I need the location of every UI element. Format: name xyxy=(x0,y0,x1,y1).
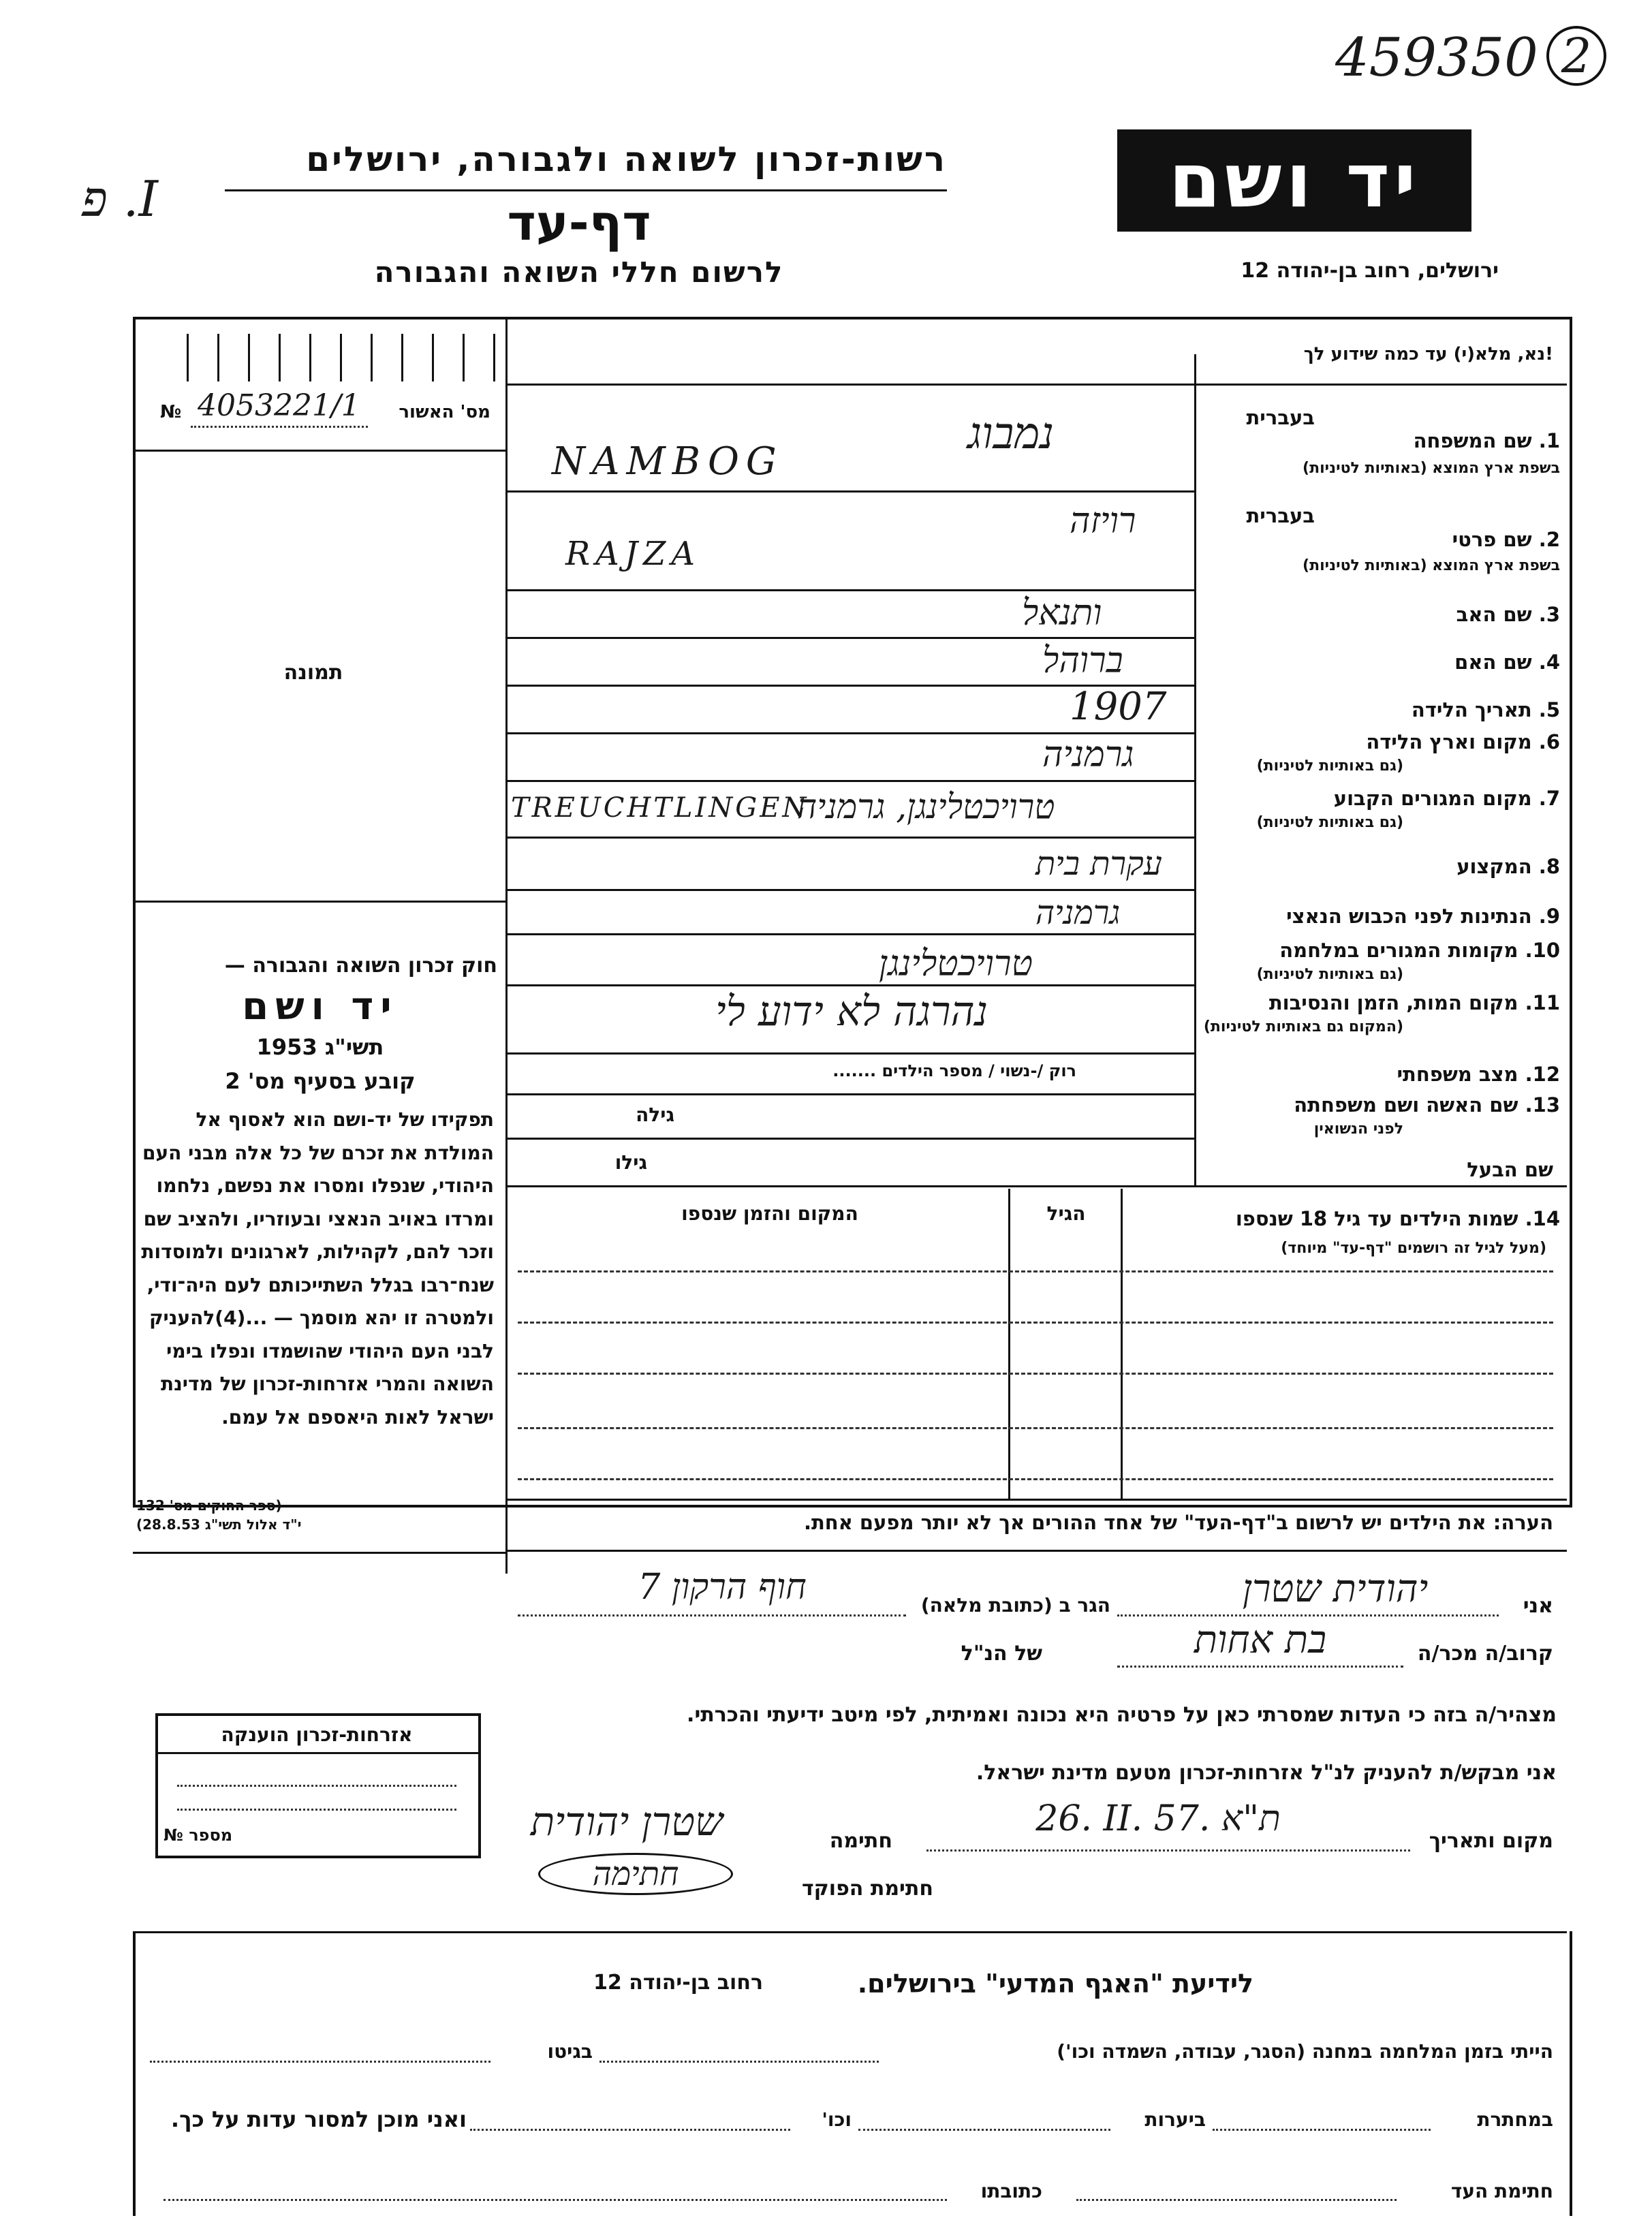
field-7-label xyxy=(1206,787,1560,810)
citizenship-box-number: מספר № xyxy=(163,1826,233,1845)
decl-declarant-line xyxy=(1117,1614,1499,1616)
row-sep-8 xyxy=(508,889,1194,891)
decl-statement: מצהיר/ה בזה כי העדות שמסרתי כאן על פרטיה היא נכונה ואמיתית, לפי מיטב ידיעתי והכרתי. xyxy=(687,1703,1557,1727)
footer-line3-blank-1 xyxy=(1076,2199,1397,2201)
note-top xyxy=(508,1499,1567,1501)
decl-request: אני מבקש/ת להעניק לנ"ל אזרחות-זכרון מטעם מדינת ישראל. xyxy=(976,1761,1557,1785)
field-7-latin-value: TREUCHTLINGEN xyxy=(511,792,809,824)
footer-line2-blank-2 xyxy=(858,2129,1110,2131)
spouse-age-label-2: גילו xyxy=(614,1151,647,1174)
decl-of-label: של הנ"ל xyxy=(961,1642,1042,1666)
field-6-value: גרמניה xyxy=(1042,734,1134,775)
approval-label: מס' האשור xyxy=(399,402,490,422)
field-2-label xyxy=(1206,528,1560,551)
field-8-value: עקרת בית xyxy=(1035,845,1162,883)
field-6-label xyxy=(1206,730,1560,753)
decl-sig-label: חתימה xyxy=(829,1829,892,1853)
children-label xyxy=(1131,1207,1560,1230)
decl-i-label: אני xyxy=(1523,1594,1553,1618)
field-2-hebrew-value: רויזה xyxy=(1070,501,1136,542)
field-13-num: 13. xyxy=(1525,1093,1560,1116)
row-sep-1 xyxy=(508,490,1194,493)
children-col-age: הגיל xyxy=(1046,1202,1086,1225)
citizenship-box-title: אזרחות-זכרון הוענקה xyxy=(221,1723,413,1746)
photo-top xyxy=(133,450,506,452)
photo-label: תמונה xyxy=(283,661,343,685)
field-7-text: מקום המגורים הקבוע xyxy=(1333,787,1532,810)
field-12-label xyxy=(1206,1063,1560,1086)
law-clause: קובע בסעיף מס' 2 xyxy=(225,1068,416,1094)
field-1-text: שם המשפחה xyxy=(1413,429,1532,452)
children-sub: (מעל לגיל זה רושמים "דף-עד" מיוחד) xyxy=(1281,1240,1546,1257)
page-marker: I. פ xyxy=(82,170,158,228)
field-13-text: שם האשה ושם משפחתה xyxy=(1294,1093,1518,1116)
field-8-text: המקצוע xyxy=(1456,855,1532,878)
citizenship-box-dots-1 xyxy=(177,1785,456,1787)
row-sep-3 xyxy=(508,637,1194,639)
footer-line2-blank-1 xyxy=(1213,2129,1431,2131)
field-10-label xyxy=(1206,939,1560,962)
field-10-text: מקומות המגורים במלחמה xyxy=(1279,939,1518,962)
note: הערה: את הילדים יש לרשום ב"דף-העד" של אחד ההורים אך לא יותר מפעם אחת. xyxy=(803,1511,1553,1534)
decl-officer-label: חתימת הפוקד xyxy=(802,1877,933,1901)
footer-line1-tail xyxy=(150,2061,490,2063)
law-year: תשי"ג 1953 xyxy=(256,1034,384,1060)
decl-relation-line xyxy=(1117,1666,1403,1668)
sidebar-bottom xyxy=(133,1552,506,1554)
children-row-4 xyxy=(518,1427,1553,1429)
field-9-label xyxy=(1206,905,1560,928)
citizenship-box-rule xyxy=(155,1752,478,1754)
field-6-sub: (גם באותיות לטיניות) xyxy=(1256,757,1403,775)
yad-vashem-logo: יד ושם xyxy=(1117,129,1471,232)
footer-line1-a: הייתי בזמן המלחמה במחנה (הסגר, עבודה, השמדה וכו') xyxy=(1057,2040,1553,2063)
field-7-num: 7. xyxy=(1538,787,1560,810)
field-8-label xyxy=(1206,855,1560,878)
decl-address-line xyxy=(518,1614,906,1616)
children-text: שמות הילדים עד גיל 18 שנספו xyxy=(1235,1207,1518,1230)
row-sep-10 xyxy=(508,984,1194,986)
footer-line3-blank-2 xyxy=(163,2199,947,2201)
field-2-text: שם פרטי xyxy=(1452,528,1532,551)
field-13-label xyxy=(1206,1093,1560,1116)
row-sep-12 xyxy=(508,1093,1194,1095)
law-footnote-2: י"ד אלול תשי"ג 28.8.53) xyxy=(136,1516,302,1533)
decl-declarant: יהודית שטרן xyxy=(1242,1567,1429,1611)
row-sep-14 xyxy=(508,1185,1567,1187)
row-sep-11 xyxy=(508,1052,1194,1055)
field-10-value: טרויכטלינגן xyxy=(879,943,1033,984)
field-13-sub: לפני הנשואין xyxy=(1313,1121,1403,1138)
field-10-num: 10. xyxy=(1525,939,1560,962)
approval-value: 4053221/1 xyxy=(198,388,360,423)
row-sep-6 xyxy=(508,780,1194,782)
row-sep-7 xyxy=(508,837,1194,839)
decl-address: חוף הרקון 7 xyxy=(638,1567,807,1608)
footer-line2-b: ביערות xyxy=(1144,2108,1206,2131)
decl-address-label: הגר ב (כתובת מלאה) xyxy=(920,1594,1110,1616)
address: ירושלים, רחוב בן-יהודה 12 xyxy=(1241,259,1499,283)
org-underline xyxy=(225,189,947,191)
intro-note: !נא, מלא(י) עד כמה שידוע לך xyxy=(1303,344,1553,364)
children-col-divider-1 xyxy=(1008,1189,1010,1499)
note-bottom xyxy=(508,1550,1567,1552)
field-5-num: 5. xyxy=(1538,698,1560,721)
field-1-hebrew-value: נמבוג xyxy=(967,409,1055,459)
decl-officer-sig: חתימה xyxy=(538,1853,733,1895)
field-11-sub: (המקום גם באותיות לטיניות) xyxy=(1203,1018,1403,1035)
field-2-num: 2. xyxy=(1538,528,1560,551)
form-subtitle: לרשום חללי השואה והגבורה xyxy=(374,255,784,289)
children-row-5 xyxy=(518,1478,1553,1480)
children-col-place: המקום והזמן שנספו xyxy=(681,1202,858,1225)
footer-line3-b: כתובתו xyxy=(980,2180,1042,2202)
footer-line2-d: ואני מוכן למסור עדות על כך. xyxy=(170,2106,467,2132)
field-12-text: מצב משפחתי xyxy=(1397,1063,1518,1086)
law-name: יד ושם xyxy=(242,984,399,1029)
footer-address: רחוב בן-יהודה 12 xyxy=(593,1971,763,1995)
field-9-value: גרמניה xyxy=(1035,894,1121,932)
field-4-text: שם האם xyxy=(1454,651,1532,674)
footer-line1-b: בגיטו xyxy=(547,2040,593,2063)
decl-place-date: 26. II. 57. ת"א xyxy=(1035,1798,1281,1839)
footer-line2-a: במחתרת xyxy=(1477,2108,1553,2131)
footer-line1-blank xyxy=(599,2061,879,2063)
field-12-value: רוק /-נשוי / מספר הילדים ....... xyxy=(832,1061,1076,1080)
husband-label: שם הבעל xyxy=(1467,1158,1553,1181)
form-title: דף-עד xyxy=(507,194,651,251)
children-row-3 xyxy=(518,1373,1553,1375)
approval-line xyxy=(191,426,368,428)
field-3-num: 3. xyxy=(1538,603,1560,626)
spouse-age-label: גילה xyxy=(636,1104,674,1126)
citizenship-box-dots-2 xyxy=(177,1809,456,1811)
photo-bottom xyxy=(133,901,506,903)
field-8-num: 8. xyxy=(1538,855,1560,878)
field-3-label xyxy=(1206,603,1560,626)
decl-relative-label: קרוב/ה מכר/ה xyxy=(1417,1642,1553,1666)
field-2-heb-tag: בעברית xyxy=(1246,504,1315,527)
field-2-latin-value: RAJZA xyxy=(565,535,701,573)
row-sep-2 xyxy=(508,589,1194,591)
footer-line2-c: וכו' xyxy=(822,2108,852,2131)
field-1-latin-value: NAMBOG xyxy=(552,439,783,484)
field-5-value: 1907 xyxy=(1070,685,1167,729)
row-sep-9 xyxy=(508,933,1194,935)
row-sep-13 xyxy=(508,1138,1194,1140)
children-num: 14. xyxy=(1525,1207,1560,1230)
field-4-value: ברוהל xyxy=(1042,640,1123,681)
footer-line2-blank-3 xyxy=(470,2129,790,2131)
field-11-text: מקום המות, הזמן והנסיבות xyxy=(1268,991,1518,1014)
sidebar-divider xyxy=(505,317,508,1574)
decl-place-date-line xyxy=(926,1849,1410,1852)
field-1-sub: בשפת ארץ המוצא (באותיות לטיניות) xyxy=(1303,460,1560,477)
corner-suffix: 2 xyxy=(1546,26,1606,86)
field-3-text: שם האב xyxy=(1456,603,1532,626)
field-7-sub: (גם באותיות לטיניות) xyxy=(1256,814,1403,831)
footer-line3-a: חתימת העד xyxy=(1450,2180,1553,2202)
field-1-num: 1. xyxy=(1538,429,1560,452)
org-line: רשות-זכרון לשואה ולגבורה, ירושלים xyxy=(306,140,947,179)
field-4-num: 4. xyxy=(1538,651,1560,674)
field-9-num: 9. xyxy=(1538,905,1560,928)
decl-signature: שטרן יהודית xyxy=(530,1798,723,1845)
corner-number: 459350 xyxy=(1335,27,1538,89)
field-11-num: 11. xyxy=(1525,991,1560,1014)
field-2-sub: בשפת ארץ המוצא (באותיות לטיניות) xyxy=(1303,557,1560,574)
field-3-value: ותנאל xyxy=(1022,593,1102,634)
label-divider xyxy=(1194,354,1196,1185)
field-1-label xyxy=(1206,429,1560,452)
field-5-text: תאריך הלידה xyxy=(1411,698,1532,721)
law-body: תפקידו של יד-ושם הוא לאסוף אל המולדת את זכרם של כל אלה מבני העם היהודי, שנפלו ומסרו את נפשם, נלחמו ומרדו באויב הנאצי ובעוזריו, ולהציב שם וזכר להם, לקהילות, לארגונים ולמוסדות שנח־רבו בגלל השתייכותם לעם היה־ודי, ולמטרה זו יהא מוסמך — ...(4)להעניק לבני העם היהודי שהושמדו ונפלו בימי השואה והמרי אזרחות-זכרון של מדינת ישראל לאות היאספם אל עמם. xyxy=(141,1108,494,1428)
field-10-sub: (גם באותיות לטיניות) xyxy=(1256,966,1403,983)
field-6-num: 6. xyxy=(1538,730,1560,753)
law-footnote-1: (ספר החוקים מס' 132 xyxy=(136,1497,282,1514)
field-9-text: הנתינות לפני הכבוש הנאצי xyxy=(1286,905,1532,928)
children-row-2 xyxy=(518,1322,1553,1324)
field-7-value: טרויכטלינגן, גרמניה xyxy=(797,787,1055,826)
field-1-heb-tag: בעברית xyxy=(1246,406,1315,429)
footer-heading: לידיעת "האגף המדעי" בירושלים. xyxy=(857,1969,1253,1999)
approval-tick-box xyxy=(158,334,499,381)
field-11-value: נהרגה לא ידוע לי xyxy=(715,988,988,1035)
children-col-divider-2 xyxy=(1121,1189,1123,1499)
decl-place-date-label: מקום ותאריך xyxy=(1429,1829,1553,1853)
decl-relation: בת אחות xyxy=(1194,1618,1327,1662)
field-4-label xyxy=(1206,651,1560,674)
field-11-label xyxy=(1206,991,1560,1014)
field-5-label xyxy=(1206,698,1560,721)
intro-underline xyxy=(508,384,1567,386)
law-title: חוק זכרון השואה והגבורה — xyxy=(224,954,497,978)
approval-no-label: № xyxy=(160,402,182,422)
children-row-1 xyxy=(518,1270,1553,1272)
field-6-text: מקום וארץ הלידה xyxy=(1366,730,1532,753)
field-12-num: 12. xyxy=(1525,1063,1560,1086)
